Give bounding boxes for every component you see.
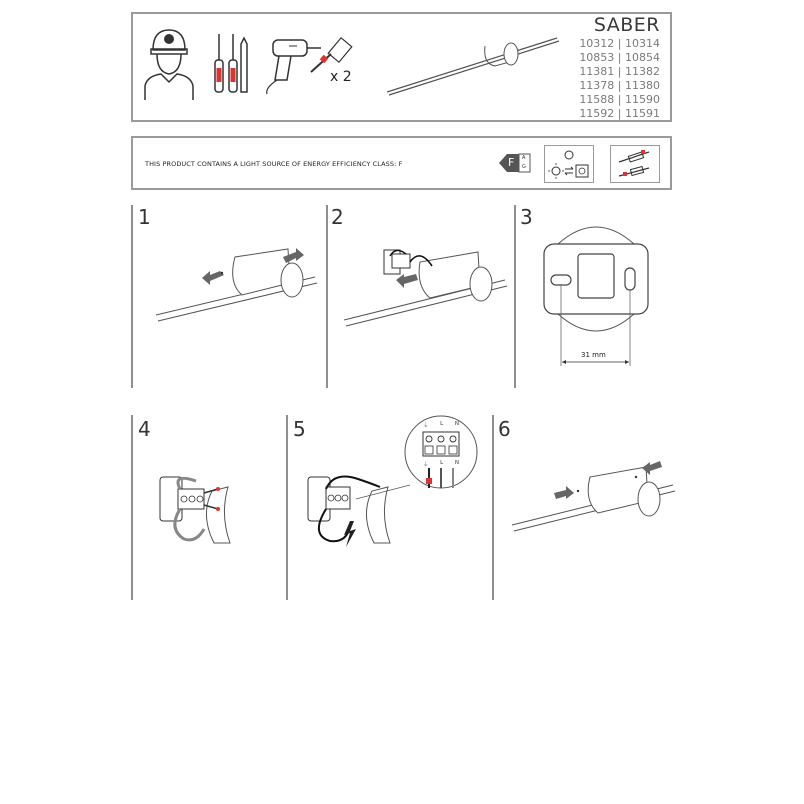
step-2-illustration xyxy=(340,240,510,335)
step-divider xyxy=(131,415,133,600)
mounting-hole-distance: 31 mm xyxy=(581,351,606,359)
saber-lamp-illustration xyxy=(385,34,565,94)
product-code-line: 11592 | 11591 xyxy=(579,107,660,120)
control-gear-replaceable-icon xyxy=(610,145,660,183)
energy-scale-bottom: G xyxy=(522,164,526,170)
product-code-line: 10853 | 10854 xyxy=(579,51,660,64)
terminal-label: L xyxy=(440,421,444,427)
step-divider xyxy=(514,205,516,388)
step-number: 2 xyxy=(331,205,344,229)
terminal-label: ⏚ xyxy=(423,423,429,429)
light-source-replaceable-icon xyxy=(544,145,594,183)
step-number: 5 xyxy=(293,417,306,441)
product-codes xyxy=(579,37,660,121)
product-code-line: 11588 | 11590 xyxy=(579,93,660,106)
step-4-illustration xyxy=(150,465,250,550)
step-divider xyxy=(131,205,133,388)
product-code-line: 11378 | 11380 xyxy=(579,79,660,92)
step-5-wiring-illustration xyxy=(300,465,410,550)
terminal-label: ⏚ xyxy=(423,462,429,468)
product-header-panel xyxy=(131,12,672,122)
energy-statement: THIS PRODUCT CONTAINS A LIGHT SOURCE OF ENERGY EFFICIENCY CLASS: F xyxy=(145,160,403,168)
energy-scale-top: A xyxy=(522,155,526,161)
step-number: 4 xyxy=(138,417,151,441)
step-divider xyxy=(286,415,288,600)
step-divider xyxy=(492,415,494,600)
step-divider xyxy=(326,205,328,388)
terminal-label: L xyxy=(440,460,444,466)
energy-class-panel xyxy=(131,136,672,190)
energy-class-label xyxy=(499,152,531,174)
installer-person-icon xyxy=(143,24,195,100)
product-code-line: 11381 | 11382 xyxy=(579,65,660,78)
product-name: SABER xyxy=(593,14,660,36)
product-code-line: 10312 | 10314 xyxy=(579,37,660,50)
energy-class-letter: F xyxy=(508,156,515,169)
terminal-label: N xyxy=(454,421,459,427)
step-3-mounting-plate xyxy=(540,218,652,370)
screw-count: x 2 xyxy=(330,69,352,85)
screwdrivers-icon xyxy=(213,34,253,96)
step-6-illustration xyxy=(508,455,678,545)
step-1-illustration xyxy=(150,235,320,330)
terminal-label: N xyxy=(454,460,459,466)
terminal-top-labels xyxy=(423,421,459,429)
step-number: 3 xyxy=(520,205,533,229)
terminal-bottom-labels xyxy=(423,460,459,468)
step-number: 1 xyxy=(138,205,151,229)
step-number: 6 xyxy=(498,417,511,441)
